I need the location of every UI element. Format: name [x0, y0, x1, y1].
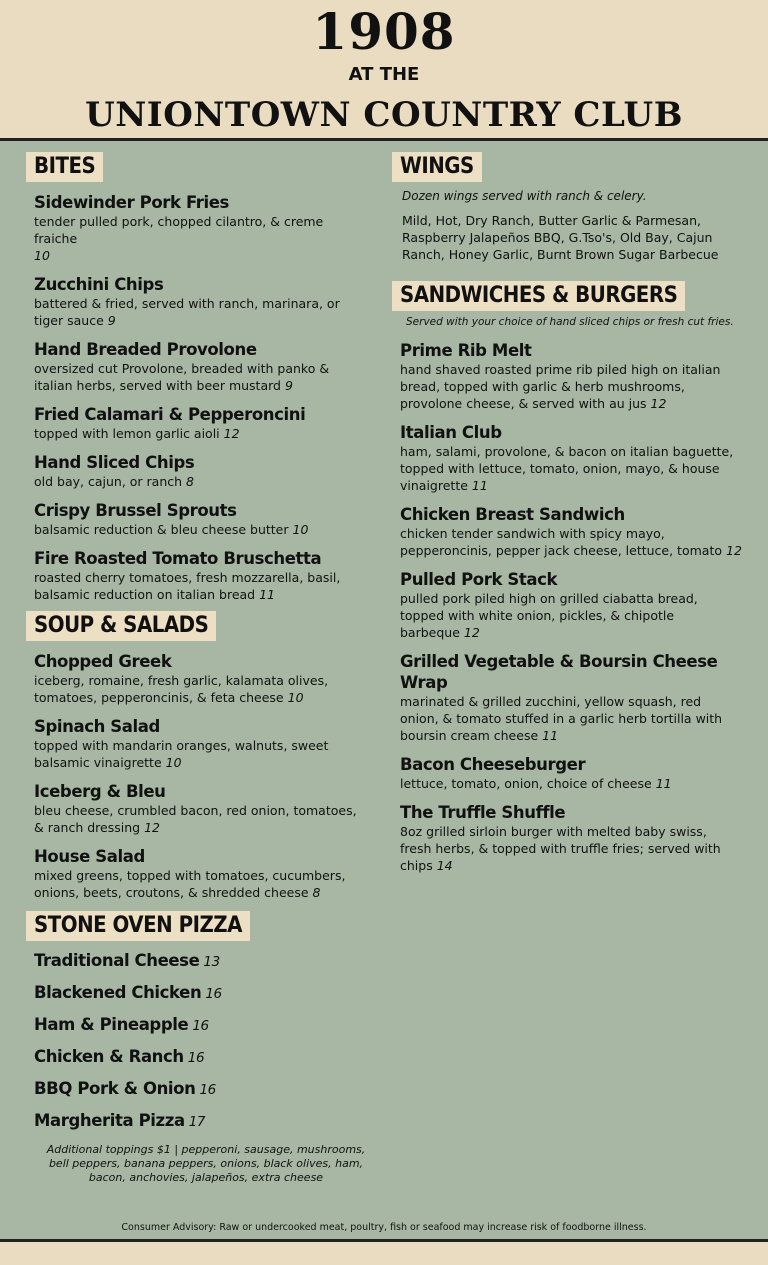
item-description: hand shaved roasted prime rib piled high on italian bread, topped with garlic & herb mushrooms, provolone cheese, & served with au jus 12: [400, 362, 721, 411]
section-title: STONE OVEN PIZZA: [26, 911, 250, 941]
item-price: 16: [192, 1018, 209, 1034]
item-name: Iceberg & Bleu: [34, 782, 166, 801]
header-club-name: UNIONTOWN COUNTRY CLUB: [85, 95, 683, 135]
menu-item: [34, 846, 366, 901]
wings-note: Dozen wings served with ranch & celery.: [402, 189, 647, 203]
menu-item: [34, 452, 366, 490]
menu-item: [34, 651, 366, 706]
item-name: Prime Rib Melt: [400, 341, 532, 360]
item-name: Fried Calamari & Pepperoncini: [34, 405, 306, 424]
menu-item: [400, 754, 742, 792]
item-name: Chopped Greek: [34, 652, 172, 671]
item-description: mixed greens, topped with tomatoes, cucumbers, onions, beets, croutons, & shredded cheese 8: [34, 868, 346, 900]
section-title: SOUP & SALADS: [26, 611, 216, 641]
item-description: bleu cheese, crumbled bacon, red onion, tomatoes, & ranch dressing 12: [34, 803, 357, 835]
item-name: House Salad: [34, 847, 145, 866]
item-name: Italian Club: [400, 423, 502, 442]
item-name: Fire Roasted Tomato Bruschetta: [34, 549, 322, 568]
menu-item: [34, 192, 366, 264]
pizza-item: Chicken & Ranch 16: [34, 1047, 205, 1066]
item-price: 11: [542, 728, 559, 743]
menu-item: [400, 651, 742, 744]
menu-item: [34, 500, 366, 538]
item-description: oversized cut Provolone, breaded with panko & italian herbs, served with beer mustard 9: [34, 361, 330, 393]
item-price: 10: [165, 755, 182, 770]
item-price: 12: [144, 820, 160, 835]
section-bites: [26, 152, 366, 603]
item-name: Chicken Breast Sandwich: [400, 505, 625, 524]
item-price: 17: [188, 1114, 206, 1130]
menu-item: [400, 422, 742, 494]
section-soup-salads: [26, 611, 366, 901]
item-description: tender pulled pork, chopped cilantro, & creme fraiche 10: [34, 214, 324, 263]
item-price: 9: [107, 313, 116, 328]
menu-item: [34, 716, 366, 771]
header-at-the: AT THE: [348, 64, 420, 85]
menu-item: [400, 802, 742, 874]
menu-item: [34, 781, 366, 836]
item-price: 10: [292, 522, 309, 537]
item-price: 16: [205, 986, 222, 1002]
item-price: 8: [186, 474, 194, 489]
item-price: 10: [34, 248, 50, 263]
item-description: battered & fried, served with ranch, marinara, or tiger sauce 9: [34, 296, 340, 328]
pizza-item: Blackened Chicken 16: [34, 983, 222, 1002]
item-description: topped with lemon garlic aioli 12: [34, 426, 240, 441]
item-description: ham, salami, provolone, & bacon on italian baguette, topped with lettuce, tomato, onion, mayo, & house vinaigrette 11: [400, 444, 734, 493]
item-price: 12: [726, 543, 742, 558]
section-stone-oven-pizza: [26, 911, 366, 1185]
item-price: 11: [259, 587, 276, 602]
menu-item: [34, 548, 366, 603]
left-column: [26, 152, 366, 1185]
item-price: 16: [187, 1050, 205, 1066]
section-sandwiches-burgers: [392, 281, 742, 874]
item-description: lettuce, tomato, onion, choice of cheese 11: [400, 776, 672, 791]
item-description: balsamic reduction & bleu cheese butter 10: [34, 522, 309, 537]
menu-item: [400, 504, 742, 559]
item-price: 10: [287, 690, 304, 705]
item-name: Hand Sliced Chips: [34, 453, 195, 472]
item-description: old bay, cajun, or ranch 8: [34, 474, 194, 489]
sandwiches-note: Served with your choice of hand sliced chips or fresh cut fries.: [406, 316, 734, 328]
item-price: 14: [436, 858, 453, 873]
section-title: WINGS: [392, 152, 482, 182]
item-price: 9: [284, 378, 293, 393]
item-price: 13: [203, 954, 220, 970]
section-title: BITES: [26, 152, 103, 182]
pizza-item: Margherita Pizza 17: [34, 1111, 206, 1130]
menu-item: [34, 274, 366, 329]
item-name: Sidewinder Pork Fries: [34, 193, 229, 212]
consumer-advisory: Consumer Advisory: Raw or undercooked meat, poultry, fish or seafood may increase risk of foodborne illness.: [121, 1222, 647, 1233]
item-price: 11: [655, 776, 672, 791]
item-price: 11: [471, 478, 488, 493]
pizza-toppings-note: Additional toppings $1 | pepperoni, sausage, mushrooms, bell peppers, banana peppers, onions, black olives, ham, bacon, anchovies, jalapeños, extra cheese: [46, 1143, 366, 1184]
item-name: Zucchini Chips: [34, 275, 164, 294]
item-description: chicken tender sandwich with spicy mayo, pepperoncinis, pepper jack cheese, lettuce, tomato 12: [400, 526, 742, 558]
section-wings: [392, 152, 742, 263]
item-description: 8oz grilled sirloin burger with melted baby swiss, fresh herbs, & topped with truffle fries; served with chips 14: [400, 824, 721, 873]
item-description: topped with mandarin oranges, walnuts, sweet balsamic vinaigrette 10: [34, 738, 329, 770]
item-name: The Truffle Shuffle: [400, 803, 566, 822]
pizza-item: Traditional Cheese 13: [34, 951, 220, 970]
item-name: Grilled Vegetable & Boursin Cheese Wrap: [400, 652, 718, 692]
item-name: Crispy Brussel Sprouts: [34, 501, 237, 520]
pizza-item: BBQ Pork & Onion 16: [34, 1079, 216, 1098]
pizza-item: Ham & Pineapple 16: [34, 1015, 209, 1034]
menu-item: [34, 404, 366, 442]
item-price: 8: [312, 885, 321, 900]
item-name: Pulled Pork Stack: [400, 570, 558, 589]
item-name: Hand Breaded Provolone: [34, 340, 257, 359]
menu-item: [34, 339, 366, 394]
item-description: roasted cherry tomatoes, fresh mozzarella, basil, balsamic reduction on italian bread 11: [34, 570, 341, 602]
item-description: pulled pork piled high on grilled ciabatta bread, topped with white onion, pickles, & chipotle barbeque 12: [400, 591, 698, 640]
right-column: [392, 152, 742, 874]
menu-item: [400, 340, 742, 412]
item-price: 12: [463, 625, 480, 640]
menu-header: [0, 0, 768, 138]
item-price: 12: [650, 396, 667, 411]
item-name: Spinach Salad: [34, 717, 160, 736]
item-description: marinated & grilled zucchini, yellow squash, red onion, & tomato stuffed in a garlic herb tortilla with boursin cream cheese 11: [400, 694, 723, 743]
wings-flavors: Mild, Hot, Dry Ranch, Butter Garlic & Parmesan, Raspberry Jalapeños BBQ, G.Tso's, Old Bay, Cajun Ranch, Honey Garlic, Burnt Brown Sugar Barbecue: [402, 213, 719, 262]
item-name: Bacon Cheeseburger: [400, 755, 586, 774]
header-year: 1908: [312, 2, 456, 61]
item-price: 12: [223, 426, 240, 441]
menu-item: [400, 569, 742, 641]
section-title: SANDWICHES & BURGERS: [392, 281, 685, 311]
item-price: 16: [199, 1082, 216, 1098]
item-description: iceberg, romaine, fresh garlic, kalamata olives, tomatoes, pepperoncinis, & feta cheese 10: [34, 673, 329, 705]
footer-band: [0, 1242, 768, 1265]
